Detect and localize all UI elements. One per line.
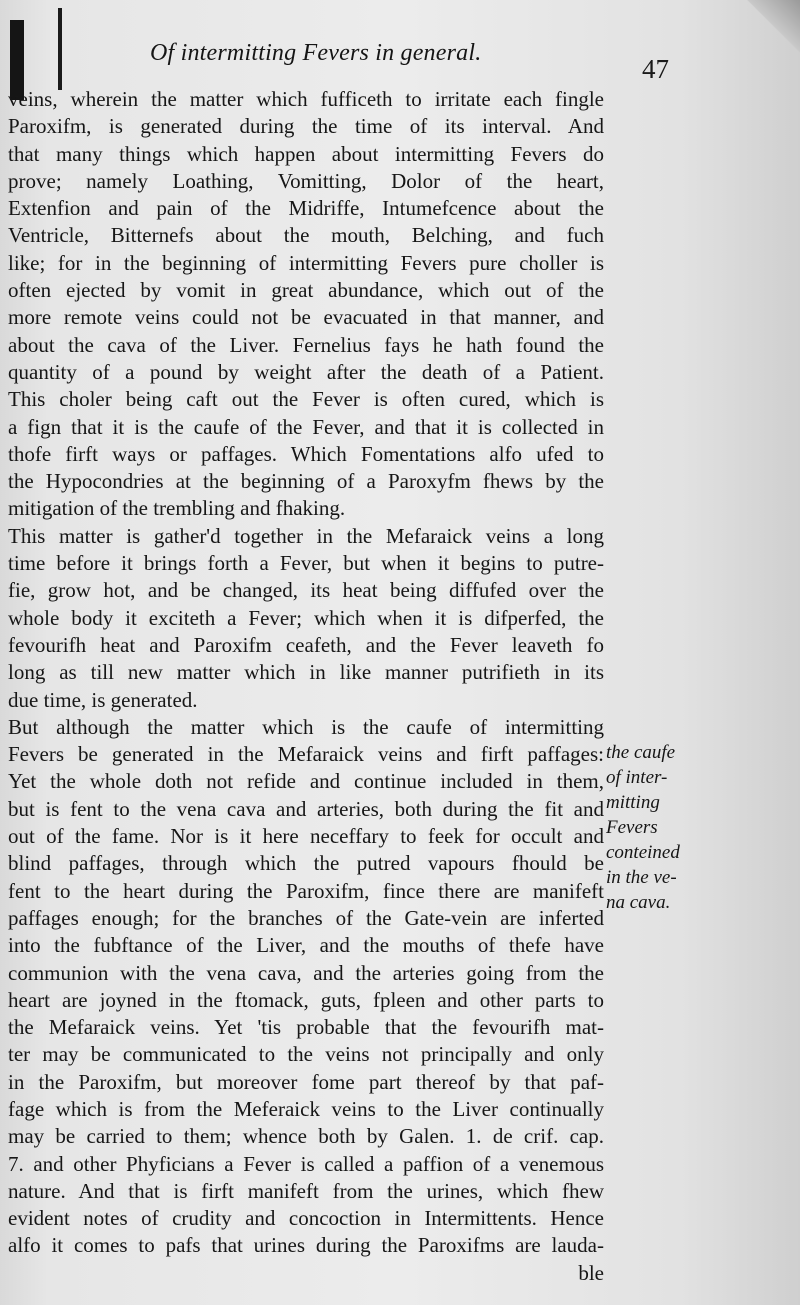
text-line: fie, grow hot, and be changed, its heat being diffufed over the [8, 578, 604, 603]
text-line: that many things which happen about intermitting Fevers do [8, 141, 604, 166]
text-line: This matter is gather'd together in the Mefaraick veins a long [8, 523, 604, 548]
text-line: veins, wherein the matter which fufficeth to irritate each fingle [8, 87, 604, 111]
text-line: like; for in the beginning of intermitting Fevers pure choller is [8, 250, 604, 275]
margin-note-line: mitting [606, 792, 660, 813]
text-line: But although the matter which is the caufe of intermitting [8, 714, 604, 739]
text-line: the Mefaraick veins. Yet 'tis probable that the fevourifh mat- [8, 1015, 604, 1040]
text-line: long as till new matter which in like manner putrifieth in its [8, 660, 604, 685]
margin-note-line: Fevers [606, 817, 658, 838]
margin-note-line: the caufe [606, 742, 676, 763]
text-line: into the fubftance of the Liver, and the mouths of thefe have [8, 933, 604, 958]
text-line: prove; namely Loathing, Vomitting, Dolor of the heart, [8, 168, 604, 193]
text-line: Extenfion and pain of the Midriffe, Intumefcence about the [8, 196, 604, 221]
text-line: about the cava of the Liver. Fernelius fays he hath found the [8, 332, 604, 357]
margin-note-line: of inter- [606, 767, 668, 788]
margin-note-line: conteined [606, 842, 680, 863]
text-line: fevourifh heat and Paroxifm ceafeth, and the Fever leaveth fo [8, 632, 604, 657]
text-line: due time, is generated. [8, 687, 198, 712]
catchword: ble [578, 1260, 604, 1285]
text-line: thofe firft ways or paffages. Which Fomentations alfo ufed to [8, 441, 604, 466]
text-line: Ventricle, Bitternefs about the mouth, Belching, and fuch [8, 223, 604, 248]
text-line: Yet the whole doth not refide and continue included in them, [8, 769, 604, 794]
text-line: but is fent to the vena cava and arteries, both during the fit and [8, 796, 604, 821]
page-number: 47 [642, 54, 669, 84]
margin-note [606, 740, 706, 915]
text-line: This choler being caft out the Fever is often cured, which is [8, 387, 604, 412]
text-line: often ejected by vomit in great abundance, which out of the [8, 278, 604, 303]
text-line: alfo it comes to pafs that urines during the Paroxifms are lauda- [8, 1233, 604, 1258]
binding-line [58, 8, 62, 90]
text-line: ter may be communicated to the veins not principally and only [8, 1042, 604, 1067]
text-line: fage which is from the Meferaick veins to the Liver continually [8, 1096, 604, 1121]
running-head: Of intermitting Fevers in general. [150, 40, 482, 66]
text-line: more remote veins could not be evacuated in that manner, and [8, 305, 604, 330]
text-line: communion with the vena cava, and the arteries going from the [8, 960, 604, 985]
text-line: Paroxifm, is generated during the time of its interval. And [8, 114, 604, 139]
text-line: in the Paroxifm, but moreover fome part thereof by that paf- [8, 1069, 604, 1094]
text-line: 7. and other Phyficians a Fever is called a paffion of a venemous [8, 1151, 604, 1176]
margin-note-line: in the ve- [606, 867, 677, 888]
text-line: the Hypocondries at the beginning of a Paroxyfm fhews by the [8, 469, 604, 494]
margin-note-line: na cava. [606, 892, 671, 913]
text-line: a fign that it is the caufe of the Fever, and that it is collected in [8, 414, 604, 439]
text-line: heart are joyned in the ftomack, guts, fpleen and other parts to [8, 987, 604, 1012]
text-line: mitigation of the trembling and fhaking. [8, 496, 346, 521]
text-line: whole body it exciteth a Fever; which when it is difperfed, the [8, 605, 604, 630]
text-line: blind paffages, through which the putred vapours fhould be [8, 851, 604, 876]
text-line: paffages enough; for the branches of the Gate-vein are inferted [8, 905, 604, 930]
text-line: nature. And that is firft manifeft from the urines, which fhew [8, 1178, 604, 1203]
text-line: quantity of a pound by weight after the death of a Patient. [8, 359, 604, 384]
text-line: out of the fame. Nor is it here neceffary to feek for occult and [8, 824, 604, 849]
text-line: time before it brings forth a Fever, but when it begins to putre- [8, 551, 604, 576]
text-line: may be carried to them; whence both by Galen. 1. de crif. cap. [8, 1124, 604, 1149]
text-line: fent to the heart during the Paroxifm, fince there are manifeft [8, 878, 604, 903]
page-corner-fold [740, 0, 800, 70]
body-text [8, 86, 604, 1287]
text-line: evident notes of crudity and concoction in Intermittents. Hence [8, 1206, 604, 1231]
text-line: Fevers be generated in the Mefaraick veins and firft paffages: [8, 742, 604, 767]
